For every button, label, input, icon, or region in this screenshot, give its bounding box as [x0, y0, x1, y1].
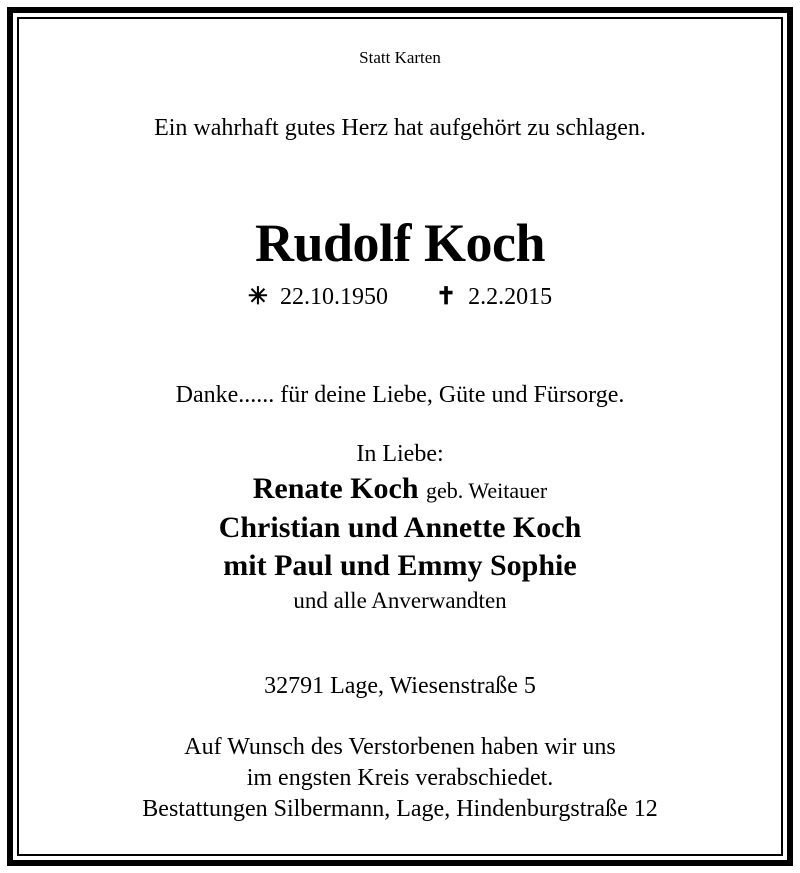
- address-line: 32791 Lage, Wiesenstraße 5: [264, 673, 536, 699]
- life-dates: [0, 282, 800, 311]
- opening-quote: Ein wahrhaft gutes Herz hat aufgehört zu schlagen.: [154, 115, 646, 141]
- notice-line-3: Bestattungen Silbermann, Lage, Hindenburgstraße 12: [142, 796, 658, 822]
- inner-border: [17, 17, 783, 856]
- family-intro: In Liebe:: [356, 441, 444, 467]
- notice-line-2: im engsten Kreis verabschiedet.: [246, 765, 554, 791]
- birth-date: 22.10.1950: [280, 284, 388, 310]
- deceased-name: Rudolf Koch: [254, 213, 546, 273]
- family-line-relatives: und alle Anverwandten: [293, 588, 507, 613]
- widow-name: Renate Koch: [252, 472, 419, 505]
- notice-line-1: Auf Wunsch des Verstorbenen haben wir uns: [184, 734, 616, 760]
- birth-star-icon: ✳: [247, 284, 268, 310]
- widow-line: [0, 472, 800, 506]
- death-date: 2.2.2015: [468, 284, 553, 310]
- thanks-line: Danke...... für deine Liebe, Güte und Fürsorge.: [175, 382, 625, 408]
- family-line-grandchildren: mit Paul und Emmy Sophie: [223, 549, 577, 582]
- widow-maiden-name: geb. Weitauer: [426, 478, 548, 503]
- death-cross-icon: ✝: [436, 284, 457, 310]
- header-label: Statt Karten: [359, 48, 441, 67]
- family-line-children: Christian und Annette Koch: [218, 511, 582, 544]
